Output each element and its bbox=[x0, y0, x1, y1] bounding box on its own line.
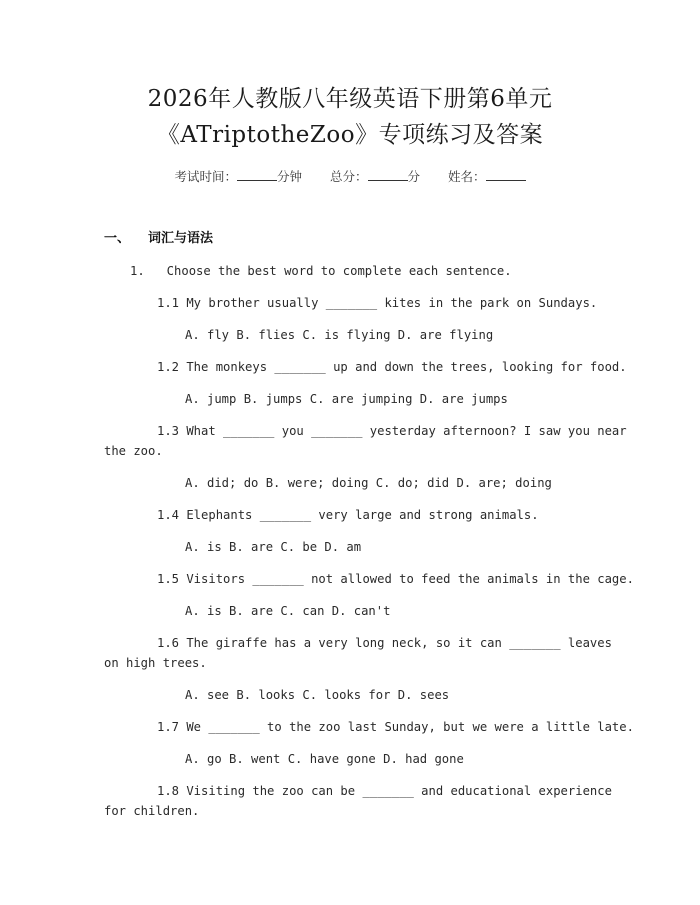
question-item-stem: 1.1 My brother usually _______ kites in the park on Sundays. bbox=[157, 296, 598, 310]
question-item-stem: 1.2 The monkeys _______ up and down the trees, looking for food. bbox=[157, 360, 627, 374]
document-title-line2: 《ATriptotheZoo》专项练习及答案 bbox=[156, 122, 544, 148]
question-item-options: A. did; do B. were; doing C. do; did D. are; doing bbox=[185, 476, 552, 490]
exam-name bbox=[448, 169, 526, 184]
exam-name-blank[interactable] bbox=[486, 168, 526, 181]
exam-name-label: 姓名： bbox=[448, 169, 486, 184]
question-item-stem-continued: the zoo. bbox=[104, 444, 163, 458]
exam-time-unit: 分钟 bbox=[276, 169, 302, 184]
question-item-stem: 1.7 We _______ to the zoo last Sunday, but we were a little late. bbox=[157, 720, 634, 734]
exam-score-blank[interactable] bbox=[368, 168, 408, 181]
exam-time-blank[interactable] bbox=[237, 168, 277, 181]
section-heading bbox=[104, 230, 213, 248]
exam-time bbox=[174, 169, 306, 184]
exam-score-label: 总分： bbox=[329, 169, 368, 184]
question-item-options: A. see B. looks C. looks for D. sees bbox=[185, 688, 450, 702]
question-instruction: 1. Choose the best word to complete each sentence. bbox=[130, 264, 512, 278]
question-item-stem-continued: for children. bbox=[104, 804, 200, 818]
question-item-stem: 1.8 Visiting the zoo can be _______ and educational experience bbox=[157, 784, 612, 798]
question-item-stem-continued: on high trees. bbox=[104, 656, 207, 670]
exam-info bbox=[0, 168, 700, 186]
question-item-options: A. is B. are C. can D. can't bbox=[185, 604, 391, 618]
question-item-options: A. fly B. flies C. is flying D. are flying bbox=[185, 328, 494, 342]
question-item-options: A. jump B. jumps C. are jumping D. are jumps bbox=[185, 392, 508, 406]
question-item-stem: 1.3 What _______ you _______ yesterday afternoon? I saw you near bbox=[157, 424, 627, 438]
question-item-options: A. is B. are C. be D. am bbox=[185, 540, 362, 554]
section-title: 词汇与语法 bbox=[148, 231, 214, 246]
question-item-stem: 1.6 The giraffe has a very long neck, so it can _______ leaves bbox=[157, 636, 612, 650]
exam-time-label: 考试时间： bbox=[174, 169, 237, 184]
question-item-stem: 1.5 Visitors _______ not allowed to feed the animals in the cage. bbox=[157, 572, 634, 586]
section-number: 一、 bbox=[104, 231, 131, 246]
question-item-stem: 1.4 Elephants _______ very large and strong animals. bbox=[157, 508, 539, 522]
document-title-line1: 2026年人教版八年级英语下册第6单元 bbox=[147, 86, 553, 112]
exam-score-unit: 分 bbox=[407, 169, 421, 184]
question-item-options: A. go B. went C. have gone D. had gone bbox=[185, 752, 464, 766]
exam-score bbox=[330, 169, 424, 184]
